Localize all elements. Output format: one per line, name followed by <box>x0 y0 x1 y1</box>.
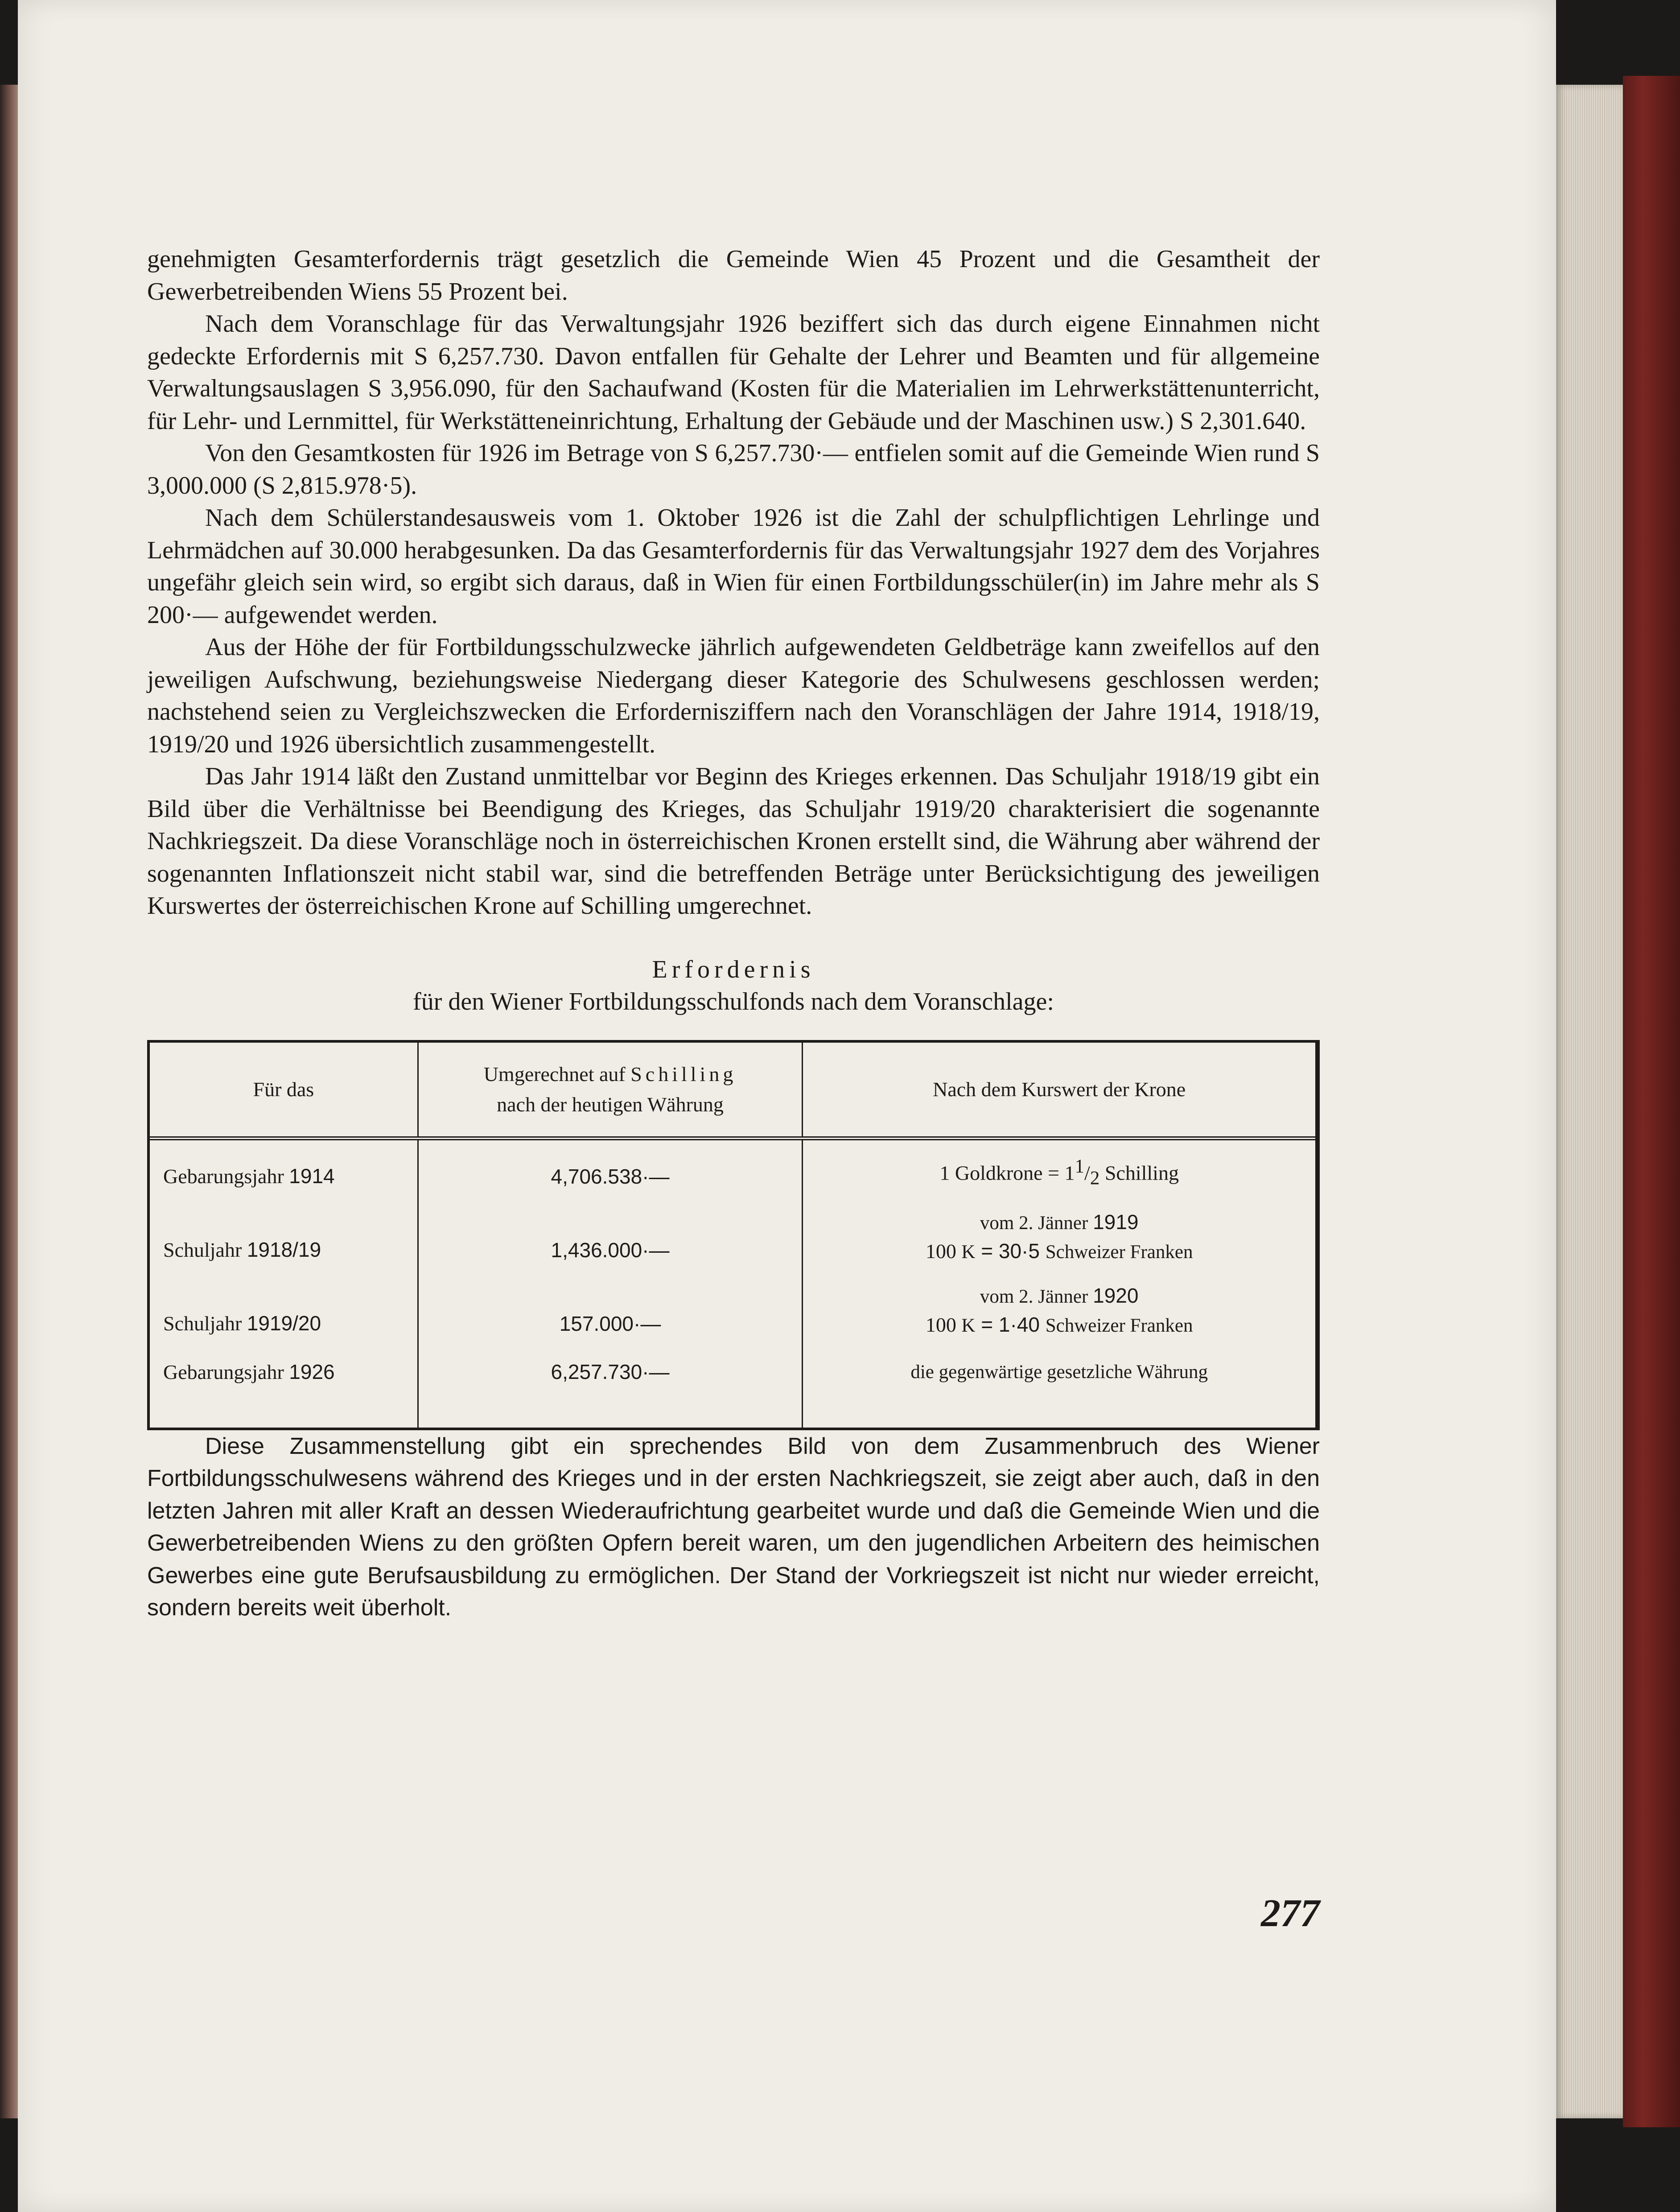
header-heutige-waehrung: nach der heutigen Währung <box>497 1093 724 1116</box>
row-amount: 1,436.000·— <box>418 1201 803 1274</box>
paragraph-zusammenstellung: Diese Zusammenstellung gibt ein sprechendes Bild von dem Zusammenbruch des Wiener Fortbildungsschulwesens während des Krieges und in der ersten Nachkriegszeit, sie zeigt aber auch, daß in den letzten Jahren mit aller Kraft an dessen Wiederaufrichtung gearbeitet wurde und daß die Gemeinde Wien und die Gewerbetreibenden Wiens zu den größten Opfern bereit waren, um den jugendlichen Arbeitern des heimischen Gewerbes eine gute Berufsausbildung zu ermöglichen. Der Stand der Vorkriegszeit ist nicht nur wieder erreicht, sondern bereits weit überholt. <box>147 1433 1320 1621</box>
row-label-prefix: Schuljahr <box>163 1238 247 1261</box>
rate-value: = 30·5 <box>975 1239 1046 1263</box>
row-label-year: 1919/20 <box>247 1311 321 1335</box>
header-umgerechnet-prefix: Umgerechnet auf <box>483 1062 631 1085</box>
erfordernis-table <box>147 1040 1320 1430</box>
rate-fraction-slash: / <box>1084 1161 1090 1184</box>
rate-goldkrone: 1 Goldkrone = 1 <box>939 1161 1075 1184</box>
rate-schilling: Schilling <box>1099 1161 1179 1184</box>
rate-date-year: 1920 <box>1093 1284 1139 1307</box>
row-label <box>150 1274 418 1348</box>
rate-amount-prefix: 100 <box>925 1240 962 1263</box>
paragraph-schuelerstand: Nach dem Schülerstandesausweis vom 1. Oktober 1926 ist die Zahl der schulpflichtigen Lehrlinge und Lehrmädchen auf 30.000 herabgesunken. Da das Gesamterfordernis für das Verwaltungsjahr 1927 dem des Vorjahres ungefähr gleich sein wird, so ergibt sich daraus, daß in Wien für einen Fortbildungsschüler(in) im Jahre mehr als S 200·— aufgewendet werden. <box>147 504 1320 629</box>
row-amount: 4,706.538·— <box>418 1138 803 1201</box>
rate-value: = 1·40 <box>975 1313 1046 1336</box>
book-cover-edge <box>1623 76 1680 2127</box>
row-label-year: 1914 <box>289 1164 335 1188</box>
rate-fraction-den: 2 <box>1090 1168 1100 1189</box>
table-header-row <box>150 1043 1315 1139</box>
rate-fraction-num: 1 <box>1075 1156 1085 1177</box>
table-row <box>150 1138 1315 1201</box>
row-rate <box>803 1274 1315 1348</box>
table-title: Erfordernis <box>652 955 815 983</box>
paragraph-kriegsjahre: Das Jahr 1914 läßt den Zustand unmittelbar vor Beginn des Krieges erkennen. Das Schuljahr 1918/19 gibt ein Bild über die Verhältnisse bei Beendigung des Krieges, das Schuljahr 1919/20 charakterisiert die sogenannte Nachkriegszeit. Da diese Voranschläge noch in österreichischen Kronen erstellt sind, die Währung aber während der sogenannten Inflationszeit nicht stabil war, sind die betreffenden Beträge unter Berücksichtigung des jeweiligen Kurswertes der österreichischen Krone auf Schilling umgerechnet. <box>147 763 1320 920</box>
page-number: 277 <box>1261 1892 1320 1935</box>
row-label <box>150 1348 418 1428</box>
paragraph-voranschlag: Nach dem Voranschlage für das Verwaltungsjahr 1926 beziffert sich das durch eigene Einnahmen nicht gedeckte Erfordernis mit S 6,257.730. Davon entfallen für Gehalte der Lehrer und Beamten und für allgemeine Verwaltungsauslagen S 3,956.090, für den Sachaufwand (Kosten für die Materialien im Lehrwerkstättenunterricht, für Lehr- und Lernmittel, für Werkstätteneinrichtung, Erhaltung der Gebäude und der Maschinen usw.) S 2,301.640. <box>147 310 1320 435</box>
table-row <box>150 1201 1315 1274</box>
row-label-year: 1918/19 <box>247 1238 321 1261</box>
rate-unit: K <box>961 1242 976 1263</box>
header-umgerechnet <box>418 1043 803 1139</box>
row-label-prefix: Gebarungsjahr <box>163 1361 289 1383</box>
rate-currency: Schweizer Franken <box>1045 1242 1193 1263</box>
row-rate: die gegenwärtige gesetzliche Währung <box>910 1362 1208 1382</box>
row-amount: 157.000·— <box>418 1274 803 1348</box>
rate-currency: Schweizer Franken <box>1045 1315 1193 1336</box>
paragraph-continuation: genehmigten Gesamterfordernis trägt gesetzlich die Gemeinde Wien 45 Prozent und die Gesamtheit der Gewerbetreibenden Wiens 55 Prozent bei. <box>147 245 1320 305</box>
paragraph-gesamtkosten: Von den Gesamtkosten für 1926 im Betrage von S 6,257.730·— entfielen somit auf die Gemeinde Wien rund S 3,000.000 (S 2,815.978·5). <box>147 439 1320 499</box>
row-label <box>150 1138 418 1201</box>
page-body <box>147 243 1320 1624</box>
rate-amount-prefix: 100 <box>925 1313 962 1336</box>
row-label <box>150 1201 418 1274</box>
table-row <box>150 1274 1315 1348</box>
row-label-year: 1926 <box>289 1360 335 1383</box>
header-kurswert: Nach dem Kurswert der Krone <box>803 1043 1315 1139</box>
rate-date-prefix: vom 2. Jänner <box>980 1286 1093 1307</box>
row-label-prefix: Schuljahr <box>163 1312 247 1335</box>
table-subtitle: für den Wiener Fortbildungsschulfonds nach dem Voranschlage: <box>413 987 1054 1015</box>
header-fuer-das: Für das <box>150 1043 418 1139</box>
rate-date-prefix: vom 2. Jänner <box>980 1213 1093 1234</box>
rate-date-year: 1919 <box>1093 1210 1139 1234</box>
row-amount: 6,257.730·— <box>418 1348 803 1428</box>
page-stack-edge <box>1556 85 1623 2118</box>
row-rate <box>803 1138 1315 1201</box>
table-row <box>150 1348 1315 1428</box>
rate-unit: K <box>961 1315 976 1336</box>
header-schilling: Schilling <box>630 1062 737 1085</box>
row-rate <box>803 1201 1315 1274</box>
paragraph-aufschwung: Aus der Höhe der für Fortbildungsschulzwecke jährlich aufgewendeten Geldbeträge kann zweifellos auf den jeweiligen Aufschwung, beziehungsweise Niedergang dieser Kategorie des Schulwesens geschlossen werden; nachstehend seien zu Vergleichszwecken die Erfordernisziffern nach den Voranschlägen der Jahre 1914, 1918/19, 1919/20 und 1926 übersichtlich zusammengestellt. <box>147 633 1320 758</box>
row-label-prefix: Gebarungsjahr <box>163 1164 289 1188</box>
